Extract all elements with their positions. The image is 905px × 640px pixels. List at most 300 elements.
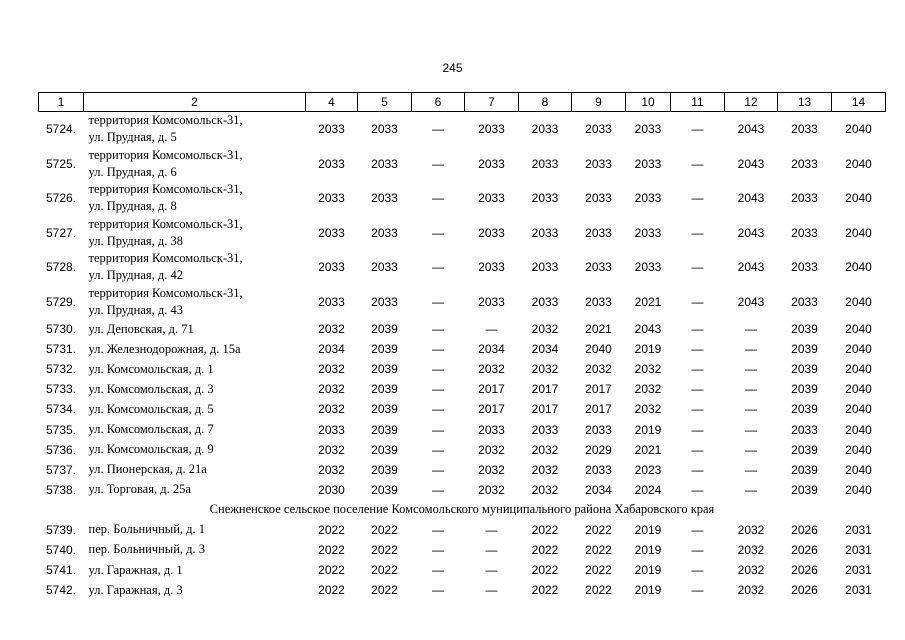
year-cell: —	[432, 442, 444, 457]
year-cell: 2023	[634, 462, 662, 477]
year-cell: 2033	[585, 422, 612, 437]
address-cell	[84, 440, 306, 460]
year-cell: 2033	[371, 191, 398, 206]
year-cell: —	[432, 156, 444, 171]
year-cell: 2033	[318, 191, 345, 206]
year-cell: —	[432, 260, 444, 275]
year-cell: 2033	[634, 191, 662, 206]
row-number: 5726.	[45, 191, 77, 206]
year-cell: 2039	[371, 462, 398, 477]
section-heading: Снежненское сельское поселение Комсомольского муниципального района Хабаровского края	[209, 502, 715, 517]
year-cell: —	[691, 294, 704, 309]
year-cell: 2039	[791, 482, 818, 497]
year-cell: 2040	[845, 482, 872, 497]
year-cell: 2031	[845, 522, 872, 537]
year-cell: —	[691, 402, 704, 417]
address-line: ул. Прудная, д. 38	[88, 233, 183, 248]
year-cell: 2022	[318, 542, 345, 557]
row-number: 5738.	[45, 482, 77, 497]
year-cell: 2022	[371, 542, 398, 557]
year-cell: 2022	[371, 583, 398, 598]
year-cell: 2032	[478, 362, 505, 377]
year-cell: 2033	[531, 122, 559, 137]
year-cell: 2033	[371, 156, 398, 171]
year-cell: 2031	[845, 583, 872, 598]
year-cell: —	[691, 563, 704, 578]
row-number: 5733.	[45, 382, 77, 397]
column-header: 1	[39, 93, 84, 112]
year-cell: —	[691, 522, 704, 537]
year-cell: 2033	[791, 225, 818, 240]
year-cell: 2040	[845, 294, 872, 309]
year-cell: —	[432, 191, 444, 206]
address-line: ул. Прудная, д. 8	[88, 199, 177, 214]
year-cell: 2034	[531, 342, 559, 357]
year-cell: 2039	[791, 402, 818, 417]
year-cell: 2032	[318, 402, 345, 417]
year-cell: 2033	[585, 225, 612, 240]
year-cell: —	[432, 322, 444, 337]
year-cell: 2033	[318, 156, 345, 171]
year-cell: —	[485, 542, 498, 557]
address-line: территория Комсомольск-31,	[88, 113, 243, 128]
year-cell: 2026	[791, 542, 818, 557]
year-cell: 2022	[585, 583, 612, 598]
year-cell: 2019	[634, 422, 662, 437]
year-cell: 2022	[318, 522, 345, 537]
year-cell: 2040	[845, 225, 872, 240]
year-cell: 2040	[845, 362, 872, 377]
column-header: 9	[572, 93, 626, 112]
year-cell: 2033	[371, 225, 398, 240]
year-cell: 2043	[737, 294, 765, 309]
year-cell: 2033	[478, 422, 505, 437]
year-cell: 2039	[791, 442, 818, 457]
address-cell	[84, 181, 306, 216]
row-number: 5727.	[45, 225, 77, 240]
year-cell: 2033	[318, 225, 345, 240]
address-cell	[84, 359, 306, 379]
year-cell: 2033	[634, 260, 662, 275]
row-number: 5724.	[45, 122, 77, 137]
year-cell: —	[691, 225, 704, 240]
year-cell: —	[432, 382, 444, 397]
year-cell: 2032	[634, 402, 662, 417]
address-line: ул. Деповская, д. 71	[88, 321, 194, 336]
year-cell: —	[691, 542, 704, 557]
address-cell	[84, 216, 306, 251]
year-cell: 2039	[791, 342, 818, 357]
year-cell: 2022	[531, 522, 559, 537]
column-header: 8	[519, 93, 572, 112]
year-cell: —	[691, 482, 704, 497]
address-cell	[84, 379, 306, 399]
year-cell: 2033	[791, 294, 818, 309]
table-body	[39, 112, 886, 601]
year-cell: —	[485, 563, 498, 578]
year-cell: —	[432, 522, 444, 537]
address-line: ул. Комсомольская, д. 5	[88, 401, 214, 416]
year-cell: 2033	[371, 294, 398, 309]
year-cell: 2040	[845, 462, 872, 477]
year-cell: 2033	[791, 122, 818, 137]
row-number: 5728.	[45, 260, 77, 275]
year-cell: 2026	[791, 563, 818, 578]
row-number: 5732.	[45, 362, 77, 377]
table-row	[39, 319, 886, 339]
page-number: 245	[442, 61, 463, 75]
address-line: ул. Прудная, д. 6	[88, 164, 177, 179]
address-cell	[84, 560, 306, 580]
year-cell: —	[691, 362, 704, 377]
year-cell: —	[691, 342, 704, 357]
year-cell: 2033	[531, 156, 559, 171]
year-cell: —	[432, 462, 444, 477]
table-row	[39, 250, 886, 285]
row-number: 5730.	[45, 322, 77, 337]
address-line: ул. Прудная, д. 5	[88, 130, 177, 145]
year-cell: 2032	[478, 482, 505, 497]
year-cell: 2033	[371, 122, 398, 137]
address-line: ул. Железнодорожная, д. 15а	[88, 341, 241, 356]
year-cell: 2021	[585, 322, 612, 337]
year-cell: 2043	[737, 156, 765, 171]
table-row	[39, 359, 886, 379]
address-line: ул. Торговая, д. 25а	[88, 482, 191, 497]
row-number: 5737.	[45, 462, 77, 477]
year-cell: 2034	[318, 342, 345, 357]
year-cell: 2043	[737, 260, 765, 275]
year-cell: —	[691, 422, 704, 437]
year-cell: —	[745, 342, 757, 357]
table-row	[39, 216, 886, 251]
year-cell: —	[485, 583, 498, 598]
address-line: пер. Больничный, д. 1	[88, 522, 205, 537]
year-cell: 2022	[371, 563, 398, 578]
year-cell: 2033	[791, 260, 818, 275]
year-cell: 2033	[478, 225, 505, 240]
table-row	[39, 560, 886, 580]
year-cell: 2019	[634, 542, 662, 557]
year-cell: —	[485, 322, 498, 337]
year-cell: 2033	[791, 156, 818, 171]
year-cell: 2030	[318, 482, 345, 497]
year-cell: 2032	[585, 362, 612, 377]
row-number: 5736.	[45, 442, 77, 457]
row-number: 5735.	[45, 422, 77, 437]
column-header: 14	[832, 93, 886, 112]
year-cell: —	[432, 225, 444, 240]
year-cell: 2033	[531, 191, 559, 206]
column-header: 5	[358, 93, 412, 112]
year-cell: 2032	[318, 442, 345, 457]
year-cell: 2034	[478, 342, 505, 357]
table-row	[39, 399, 886, 419]
table-row	[39, 147, 886, 182]
address-line: ул. Прудная, д. 43	[88, 302, 183, 317]
address-line: ул. Гаражная, д. 1	[88, 562, 183, 577]
year-cell: 2032	[318, 382, 345, 397]
address-line: территория Комсомольск-31,	[88, 182, 243, 197]
address-cell	[84, 112, 306, 147]
year-cell: 2033	[634, 225, 662, 240]
year-cell: 2033	[478, 191, 505, 206]
column-header: 4	[306, 93, 358, 112]
year-cell: 2033	[318, 294, 345, 309]
row-number: 5729.	[45, 294, 77, 309]
year-cell: 2031	[845, 542, 872, 557]
address-line: ул. Комсомольская, д. 3	[88, 381, 214, 396]
year-cell: —	[691, 382, 704, 397]
year-cell: 2021	[634, 294, 662, 309]
year-cell: 2033	[531, 422, 559, 437]
year-cell: —	[745, 482, 757, 497]
year-cell: 2031	[845, 563, 872, 578]
year-cell: 2032	[531, 442, 559, 457]
year-cell: —	[432, 342, 444, 357]
year-cell: 2040	[845, 402, 872, 417]
year-cell: 2040	[845, 122, 872, 137]
column-header: 7	[465, 93, 519, 112]
address-line: ул. Комсомольская, д. 9	[88, 442, 214, 457]
year-cell: 2022	[371, 522, 398, 537]
year-cell: 2043	[634, 322, 662, 337]
row-number: 5725.	[45, 156, 77, 171]
address-cell	[84, 520, 306, 540]
address-line: территория Комсомольск-31,	[88, 251, 243, 266]
year-cell: 2021	[634, 442, 662, 457]
year-cell: 2033	[634, 122, 662, 137]
address-cell	[84, 147, 306, 182]
year-cell: 2017	[531, 382, 559, 397]
year-cell: 2033	[585, 156, 612, 171]
address-cell	[84, 339, 306, 359]
year-cell: —	[745, 422, 757, 437]
year-cell: —	[432, 542, 444, 557]
year-cell: —	[745, 462, 757, 477]
address-line: ул. Пионерская, д. 21а	[88, 462, 207, 477]
year-cell: 2033	[585, 294, 612, 309]
year-cell: 2033	[585, 462, 612, 477]
year-cell: 2039	[791, 322, 818, 337]
year-cell: 2043	[737, 225, 765, 240]
year-cell: 2024	[634, 482, 662, 497]
year-cell: 2039	[791, 382, 818, 397]
year-cell: 2029	[585, 442, 612, 457]
year-cell: —	[432, 482, 444, 497]
table-row	[39, 520, 886, 540]
year-cell: 2039	[371, 402, 398, 417]
year-cell: —	[432, 563, 444, 578]
table-row	[39, 440, 886, 460]
address-line: пер. Больничный, д. 3	[88, 542, 205, 557]
year-cell: —	[745, 382, 757, 397]
year-cell: 2032	[737, 542, 765, 557]
year-cell: 2033	[478, 294, 505, 309]
year-cell: 2022	[318, 563, 345, 578]
year-cell: 2039	[371, 382, 398, 397]
table-row	[39, 285, 886, 320]
year-cell: —	[432, 294, 444, 309]
year-cell: 2019	[634, 583, 662, 598]
year-cell: 2019	[634, 522, 662, 537]
year-cell: —	[691, 322, 704, 337]
year-cell: 2022	[585, 522, 612, 537]
year-cell: —	[691, 191, 704, 206]
row-number: 5741.	[45, 563, 77, 578]
year-cell: 2032	[318, 322, 345, 337]
row-number: 5740.	[45, 542, 77, 557]
year-cell: 2040	[845, 156, 872, 171]
year-cell: 2032	[478, 462, 505, 477]
year-cell: 2026	[791, 522, 818, 537]
year-cell: 2039	[371, 482, 398, 497]
row-number: 5739.	[45, 522, 77, 537]
row-number: 5742.	[45, 583, 77, 598]
year-cell: —	[432, 362, 444, 377]
address-cell	[84, 480, 306, 500]
year-cell: 2039	[791, 362, 818, 377]
address-line: территория Комсомольск-31,	[88, 216, 243, 231]
year-cell: 2019	[634, 563, 662, 578]
year-cell: —	[691, 583, 704, 598]
year-cell: 2017	[478, 382, 505, 397]
year-cell: 2039	[371, 342, 398, 357]
column-header: 6	[412, 93, 465, 112]
year-cell: 2017	[585, 382, 612, 397]
year-cell: 2040	[585, 342, 612, 357]
table-row	[39, 480, 886, 500]
year-cell: 2039	[371, 322, 398, 337]
column-header: 12	[725, 93, 778, 112]
address-cell	[84, 580, 306, 600]
year-cell: 2022	[531, 563, 559, 578]
year-cell: 2033	[531, 225, 559, 240]
year-cell: 2039	[791, 462, 818, 477]
year-cell: 2032	[737, 583, 765, 598]
year-cell: 2033	[478, 156, 505, 171]
address-line: ул. Гаражная, д. 3	[88, 582, 183, 597]
year-cell: 2040	[845, 382, 872, 397]
year-cell: 2022	[585, 542, 612, 557]
year-cell: 2022	[585, 563, 612, 578]
year-cell: 2032	[531, 322, 559, 337]
year-cell: —	[432, 583, 444, 598]
year-cell: 2043	[737, 122, 765, 137]
table-row	[39, 379, 886, 399]
year-cell: —	[745, 402, 757, 417]
year-cell: 2017	[585, 402, 612, 417]
year-cell: 2033	[318, 122, 345, 137]
address-cell	[84, 285, 306, 320]
year-cell: 2032	[318, 462, 345, 477]
year-cell: 2033	[318, 260, 345, 275]
year-cell: 2032	[737, 522, 765, 537]
year-cell: 2033	[791, 191, 818, 206]
year-cell: 2033	[634, 156, 662, 171]
year-cell: 2032	[737, 563, 765, 578]
year-cell: 2032	[478, 442, 505, 457]
table-row	[39, 339, 886, 359]
year-cell: 2039	[371, 362, 398, 377]
year-cell: 2032	[634, 362, 662, 377]
year-cell: —	[691, 462, 704, 477]
row-number: 5734.	[45, 402, 77, 417]
year-cell: —	[485, 522, 498, 537]
address-cell	[84, 419, 306, 439]
table-row	[39, 460, 886, 480]
address-line: ул. Комсомольская, д. 7	[88, 422, 214, 437]
year-cell: 2019	[634, 342, 662, 357]
year-cell: 2032	[318, 362, 345, 377]
year-cell: 2043	[737, 191, 765, 206]
year-cell: 2039	[371, 422, 398, 437]
address-line: ул. Комсомольская, д. 1	[88, 361, 214, 376]
year-cell: 2022	[531, 583, 559, 598]
year-cell: 2033	[478, 122, 505, 137]
address-line: ул. Прудная, д. 42	[88, 268, 183, 283]
address-cell	[84, 460, 306, 480]
table-row	[39, 112, 886, 147]
year-cell: —	[691, 156, 704, 171]
year-cell: 2022	[531, 542, 559, 557]
year-cell: 2033	[318, 422, 345, 437]
year-cell: 2033	[585, 122, 612, 137]
column-header: 10	[626, 93, 671, 112]
address-line: территория Комсомольск-31,	[88, 285, 243, 300]
column-header: 2	[84, 93, 306, 112]
table-row	[39, 419, 886, 439]
section-heading-row	[39, 500, 886, 520]
address-cell	[84, 540, 306, 560]
address-cell	[84, 319, 306, 339]
year-cell: 2026	[791, 583, 818, 598]
year-cell: 2040	[845, 322, 872, 337]
year-cell: 2039	[371, 442, 398, 457]
year-cell: 2040	[845, 191, 872, 206]
table-row	[39, 540, 886, 560]
year-cell: 2033	[585, 260, 612, 275]
year-cell: —	[745, 322, 757, 337]
year-cell: 2034	[585, 482, 612, 497]
year-cell: 2032	[531, 462, 559, 477]
year-cell: 2033	[371, 260, 398, 275]
year-cell: 2017	[478, 402, 505, 417]
row-number: 5731.	[45, 342, 77, 357]
year-cell: —	[745, 442, 757, 457]
year-cell: 2022	[318, 583, 345, 598]
year-cell: —	[432, 402, 444, 417]
year-cell: 2040	[845, 260, 872, 275]
year-cell: 2040	[845, 422, 872, 437]
year-cell: 2033	[791, 422, 818, 437]
year-cell: 2033	[585, 191, 612, 206]
year-cell: —	[432, 422, 444, 437]
column-header: 11	[671, 93, 725, 112]
table-row	[39, 181, 886, 216]
year-cell: 2017	[531, 402, 559, 417]
column-header: 13	[778, 93, 832, 112]
year-cell: 2040	[845, 342, 872, 357]
address-line: территория Комсомольск-31,	[88, 147, 243, 162]
year-cell: —	[432, 122, 444, 137]
year-cell: 2032	[634, 382, 662, 397]
year-cell: 2040	[845, 442, 872, 457]
housing-register-table	[38, 92, 886, 600]
address-cell	[84, 250, 306, 285]
address-cell	[84, 399, 306, 419]
year-cell: 2032	[531, 482, 559, 497]
